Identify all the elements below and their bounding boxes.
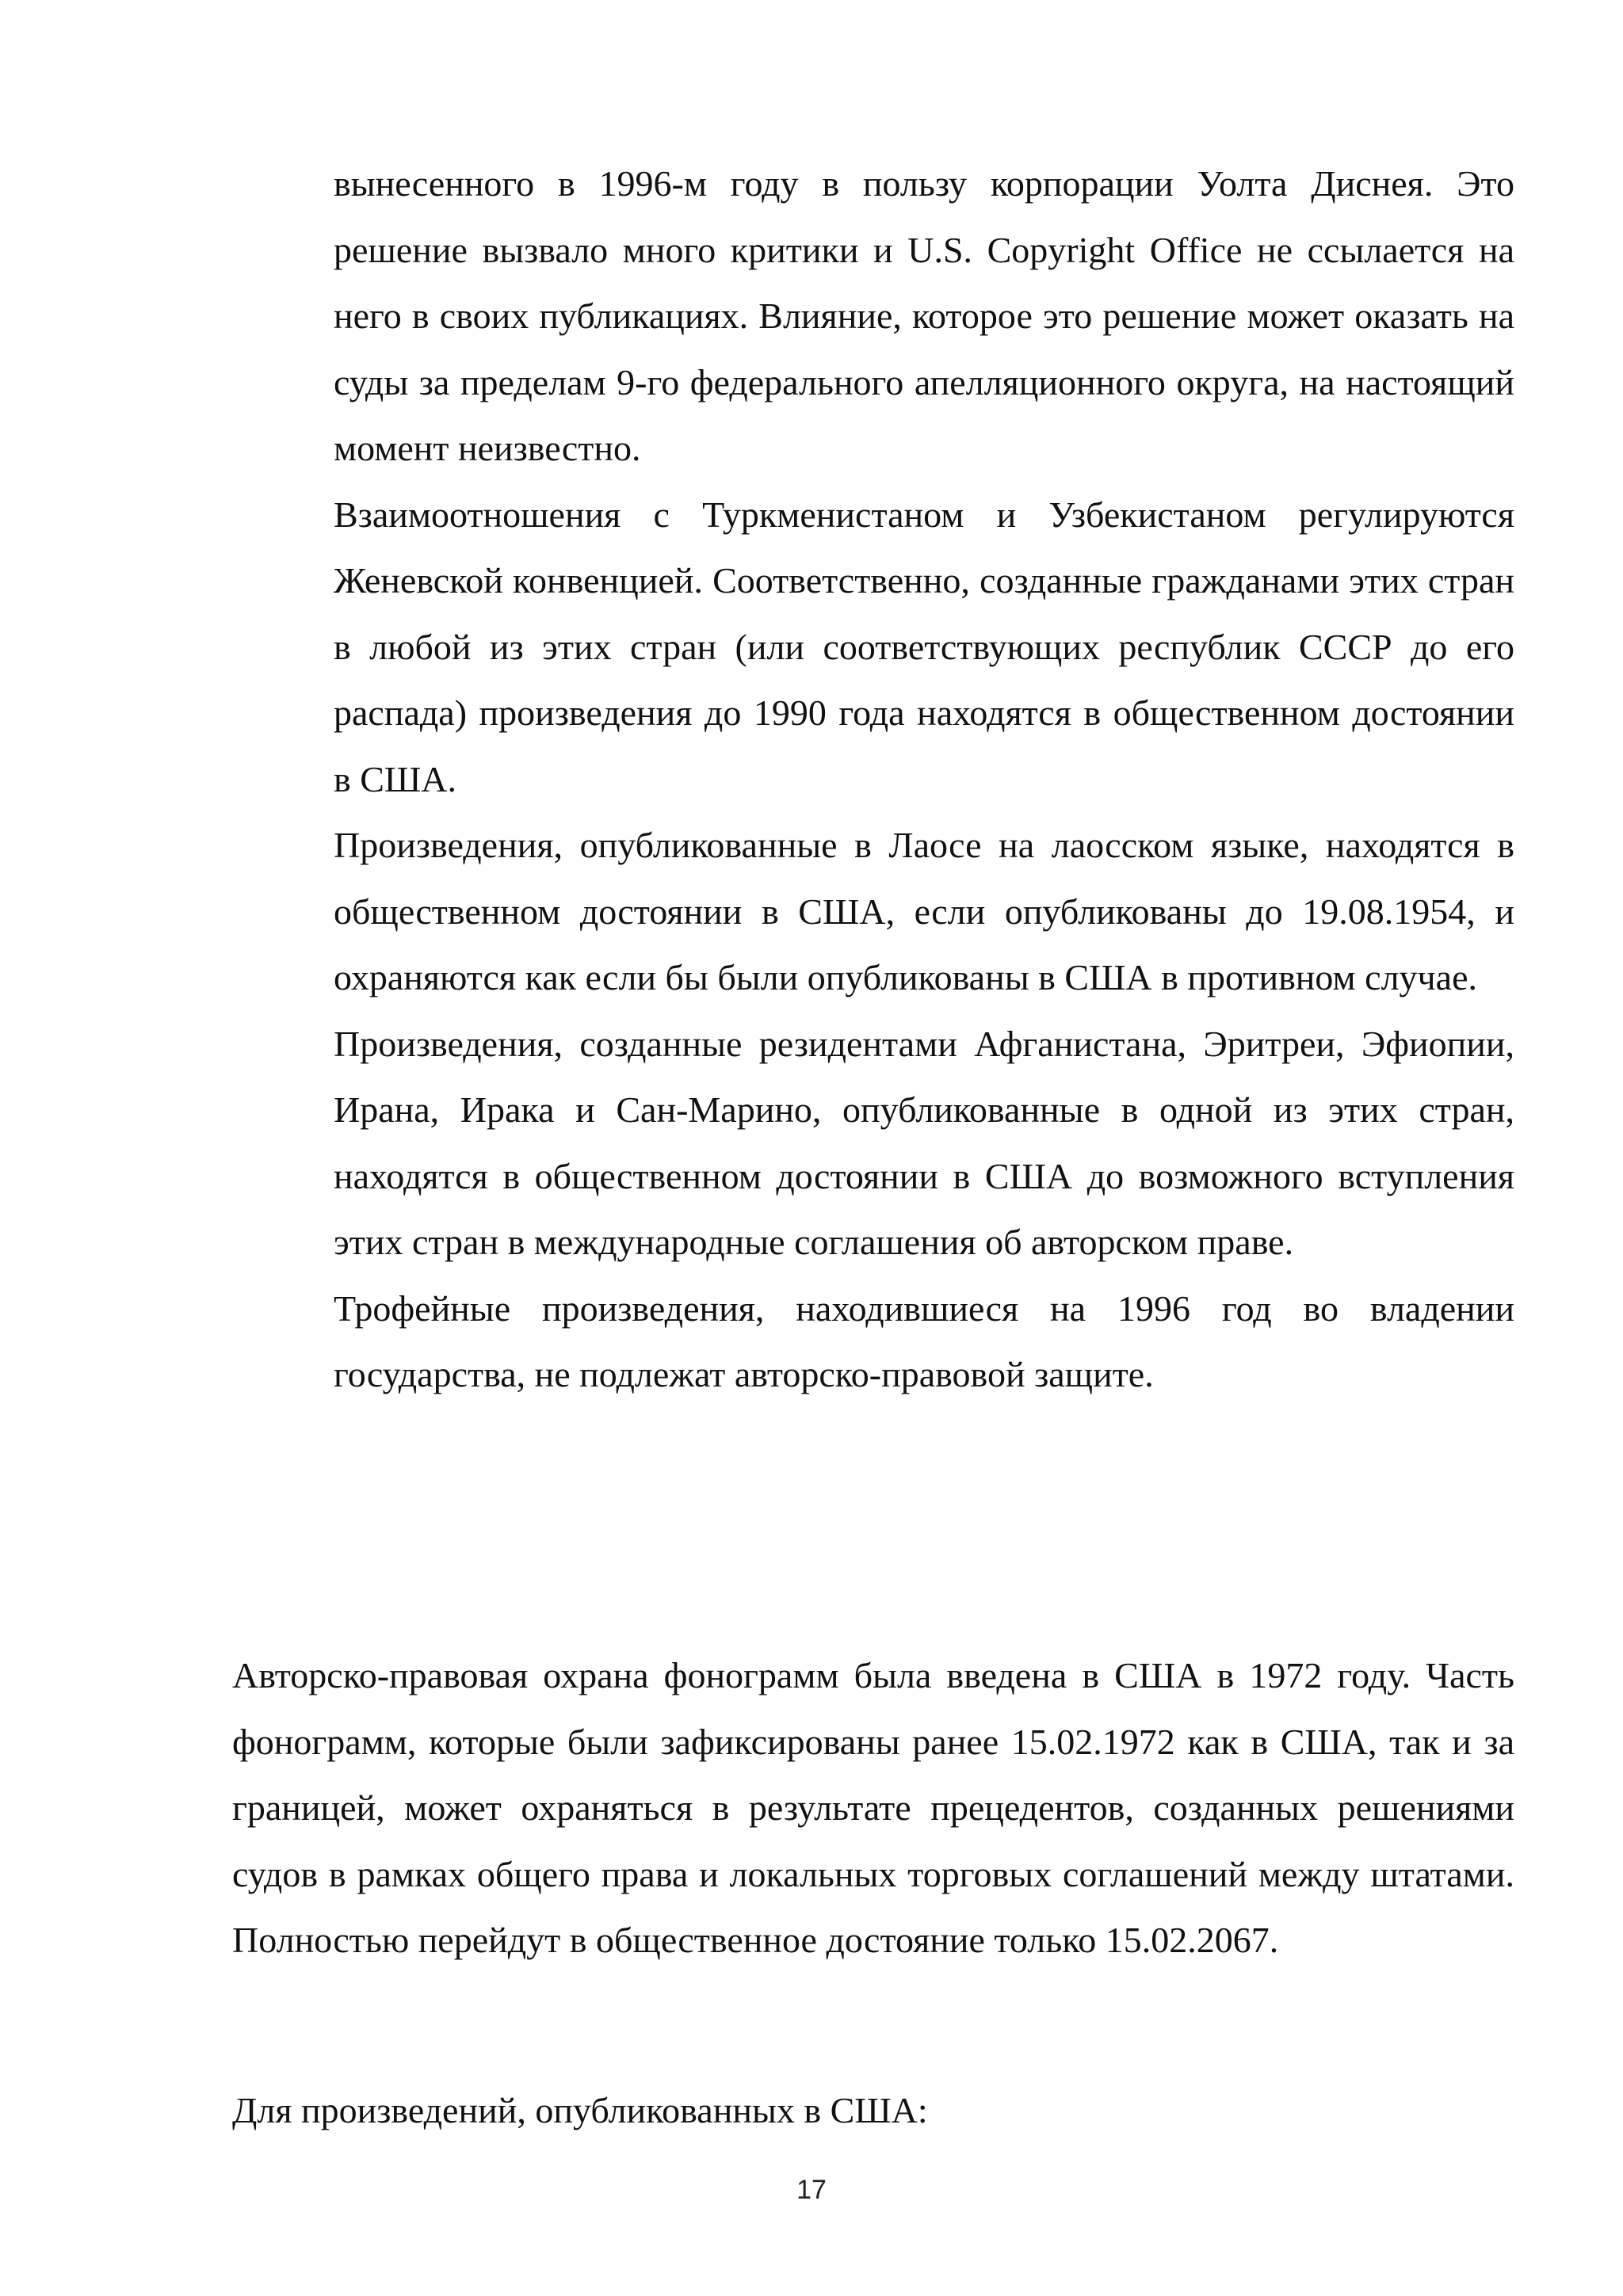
page-number: 17 bbox=[796, 2175, 827, 2205]
main-paragraph-block bbox=[232, 1642, 1514, 1974]
paragraph-trophy-works: Трофейные произведения, находившиеся на 1996 год во владении государства, не подлежат авторско-правовой защите. bbox=[334, 1287, 1514, 1394]
paragraph-us-published-lead: Для произведений, опубликованных в США: bbox=[232, 2090, 928, 2130]
paragraph-phonograms: Авторско-правовая охрана фонограмм была введена в США в 1972 году. Часть фонограмм, которые были зафиксированы ранее 15.02.1972 как в США, так и за границей, может охраняться в результате прецедентов, созданных решениями судов в рамках общего права и локальных торговых соглашений между штатами. Полностью перейдут в общественное достояние только 15.02.2067. bbox=[232, 1655, 1514, 1960]
paragraph-turkmenistan-uzbekistan: Взаимоотношения с Туркменистаном и Узбекистаном регулируются Женевской конвенцией. Соответственно, созданные гражданами этих стран в любой из этих стран (или соответствующих республик СССР до его распада) произведения до 1990 года находятся в общественном достоянии в США. bbox=[334, 494, 1514, 799]
paragraph-laos: Произведения, опубликованные в Лаосе на лаосском языке, находятся в общественном достоянии в США, если опубликованы до 19.08.1954, и охраняются как если бы были опубликованы в США в противном случае. bbox=[334, 825, 1514, 997]
paragraph-disney-ruling: вынесенного в 1996-м году в пользу корпорации Уолта Диснея. Это решение вызвало много критики и U.S. Copyright Office не ссылается на него в своих публикациях. Влияние, которое это решение может оказать на суды за пределам 9-го федерального апелляционного округа, на настоящий момент неизвестно. bbox=[334, 163, 1514, 468]
indented-paragraph-block bbox=[334, 151, 1514, 1408]
paragraph-afghanistan-eritrea: Произведения, созданные резидентами Афганистана, Эритреи, Эфиопии, Ирана, Ирака и Сан-Марино, опубликованные в одной из этих стран, находятся в общественном достоянии в США до возможного вступления этих стран в международные соглашения об авторском праве. bbox=[334, 1023, 1514, 1262]
